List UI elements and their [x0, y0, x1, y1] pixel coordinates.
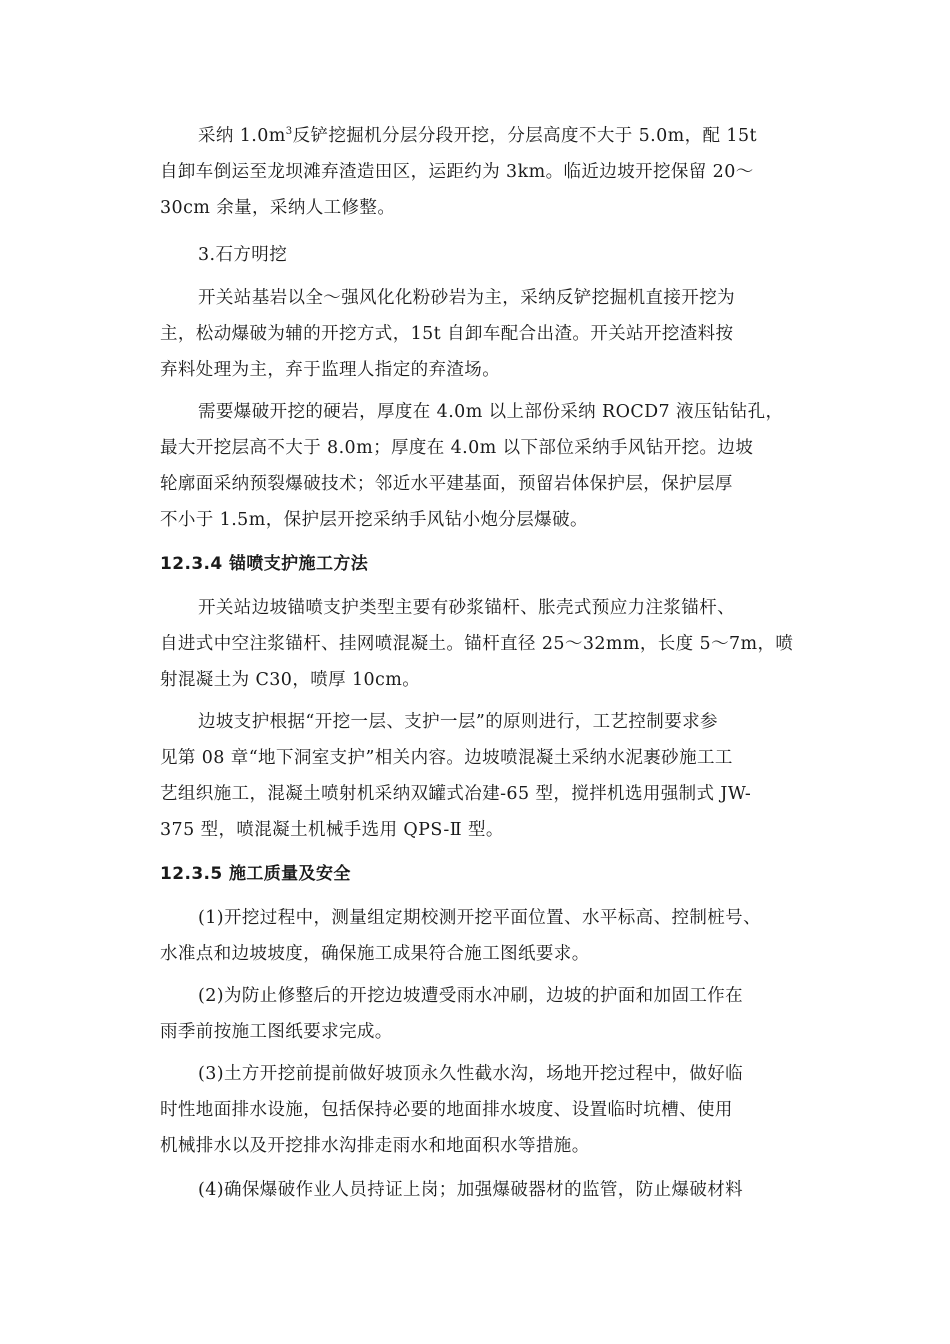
list-item-line: 雨季前按施工图纸要求完成。: [160, 1022, 393, 1042]
paragraph-line: 主，松动爆破为辅的开挖方式，15t 自卸车配合出渣。开关站开挖渣料按: [160, 324, 734, 344]
section-heading: 12.3.5 施工质量及安全: [160, 864, 351, 884]
paragraph-line: 自进式中空注浆锚杆、挂网喷混凝土。锚杆直径 25～32mm，长度 5～7m，喷: [160, 634, 794, 654]
paragraph-line: 弃料处理为主，弃于监理人指定的弃渣场。: [160, 360, 501, 380]
list-item-line: 机械排水以及开挖排水沟排走雨水和地面积水等措施。: [160, 1136, 590, 1156]
list-item-line: (4)确保爆破作业人员持证上岗；加强爆破器材的监管，防止爆破材料: [198, 1180, 744, 1200]
paragraph-line: 30cm 余量，采纳人工修整。: [160, 198, 396, 218]
paragraph-line: 边坡支护根据“开挖一层、支护一层”的原则进行，工艺控制要求参: [198, 712, 718, 732]
list-item-line: (1)开挖过程中，测量组定期校测开挖平面位置、水平标高、控制桩号、: [198, 908, 761, 928]
paragraph-line: 自卸车倒运至龙坝滩弃渣造田区，运距约为 3km。临近边坡开挖保留 20～: [160, 162, 754, 182]
list-item-line: 时性地面排水设施，包括保持必要的地面排水坡度、设置临时坑槽、使用: [160, 1100, 733, 1120]
paragraph-line: 开关站边坡锚喷支护类型主要有砂浆锚杆、胀壳式预应力注浆锚杆、: [198, 598, 735, 618]
paragraph-line: 需要爆破开挖的硬岩，厚度在 4.0m 以上部份采纳 ROCD7 液压钻钻孔，: [198, 402, 784, 422]
list-item-line: 水准点和边坡坡度，确保施工成果符合施工图纸要求。: [160, 944, 590, 964]
paragraph-line: 375 型，喷混凝土机械手选用 QPS-Ⅱ 型。: [160, 820, 504, 840]
paragraph-line: 轮廓面采纳预裂爆破技术；邻近水平建基面，预留岩体保护层，保护层厚: [160, 474, 733, 494]
list-item-line: (3)土方开挖前提前做好坡顶永久性截水沟，场地开挖过程中，做好临: [198, 1064, 744, 1084]
superscript: 3: [285, 126, 293, 138]
section-heading: 12.3.4 锚喷支护施工方法: [160, 554, 369, 574]
paragraph-line: 见第 08 章“地下洞室支护”相关内容。边坡喷混凝土采纳水泥裹砂施工工: [160, 748, 733, 768]
paragraph-line: 采纳 $1.0m^3$反铲挖掘机分层分段开挖，分层高度不大于 5.0m，配 15t: [198, 126, 757, 146]
paragraph-line: 不小于 1.5m，保护层开挖采纳手风钻小炮分层爆破。: [160, 510, 588, 530]
paragraph-line: 最大开挖层高不大于 8.0m；厚度在 4.0m 以下部位采纳手风钻开挖。边坡: [160, 438, 754, 458]
paragraph-line: 艺组织施工，混凝土喷射机采纳双罐式冶建-65 型，搅拌机选用强制式 JW-: [160, 784, 752, 804]
paragraph-line: 射混凝土为 C30，喷厚 10cm。: [160, 670, 421, 690]
list-item-line: (2)为防止修整后的开挖边坡遭受雨水冲刷，边坡的护面和加固工作在: [198, 986, 744, 1006]
paragraph-line: 开关站基岩以全～强风化化粉砂岩为主，采纳反铲挖掘机直接开挖为: [198, 288, 735, 308]
subsection-title: 3.石方明挖: [198, 245, 288, 265]
